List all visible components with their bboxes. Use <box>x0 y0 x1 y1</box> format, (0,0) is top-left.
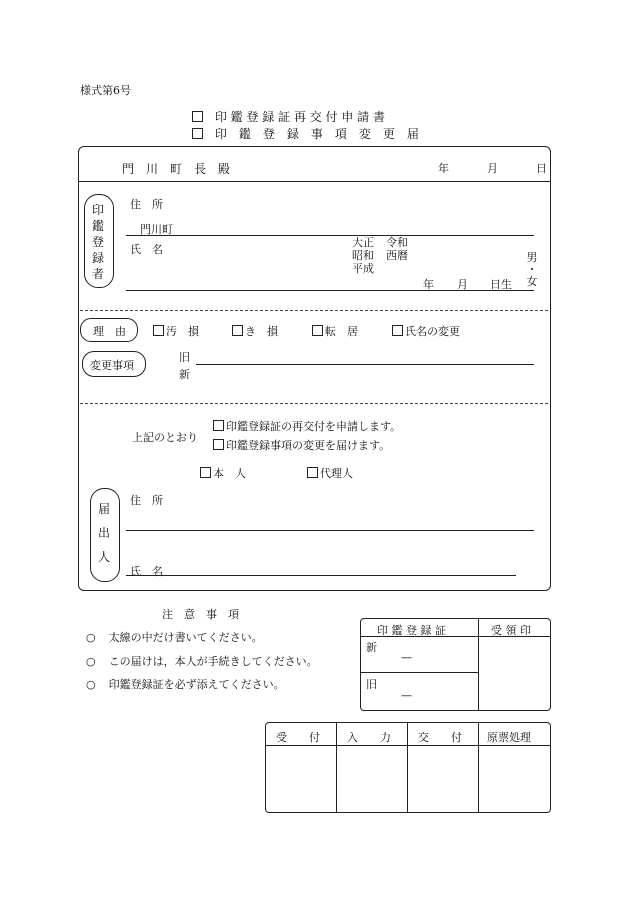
change-new-label: 新 <box>179 368 190 381</box>
era-taisho: 大正 <box>352 236 374 249</box>
registrant-address-label: 住 所 <box>130 198 163 211</box>
checkbox-agent[interactable] <box>307 467 318 478</box>
reason-soiled-label: 汚 損 <box>166 325 199 338</box>
title-reissue: 印 鑑 登 録 証 再 交 付 申 請 書 <box>214 110 385 124</box>
applicant-agent-label: 代理人 <box>320 467 353 480</box>
applicant-agent[interactable] <box>307 465 353 481</box>
applicant-self[interactable] <box>200 465 246 481</box>
date-day-label: 日 <box>536 162 547 175</box>
note-item-3 <box>86 676 285 692</box>
sex-selector[interactable] <box>526 252 538 288</box>
card-new-label: 新 <box>366 641 377 654</box>
registrant-address-value: 門川町 <box>140 223 173 236</box>
card-header: 印 鑑 登 録 証 <box>377 624 446 637</box>
note-item-2 <box>86 653 318 669</box>
declaration-reissue[interactable] <box>213 418 401 434</box>
reason-moved-label: 転 居 <box>325 325 358 338</box>
registrant-label: 印鑑登録者 <box>91 203 104 281</box>
office-col-divider-1 <box>336 723 337 812</box>
title-line-1 <box>192 108 385 125</box>
note-text-3: 印鑑登録証を必ず添えてください。 <box>108 678 285 691</box>
title-line-2 <box>192 125 419 142</box>
note-text-1: 太線の中だけ書いてください。 <box>108 631 263 644</box>
office-header-ledger: 原票処理 <box>487 731 531 744</box>
reason-label: 理 由 <box>93 325 126 338</box>
card-box-mid-line <box>361 672 479 673</box>
era-col-1 <box>352 236 374 275</box>
sex-female[interactable]: 女 <box>526 275 538 288</box>
reason-name-change[interactable] <box>392 323 460 339</box>
reason-moved[interactable] <box>312 323 358 339</box>
addressee: 門 川 町 長 殿 <box>122 162 231 176</box>
note-bullet-2: ○ <box>86 655 96 668</box>
checkbox-declare-reissue[interactable] <box>213 420 224 431</box>
era-heisei: 平成 <box>352 262 374 275</box>
reason-name-change-label: 氏名の変更 <box>405 325 460 338</box>
declaration-reissue-label: 印鑑登録証の再交付を申請します。 <box>226 420 402 433</box>
checkbox-declare-change[interactable] <box>213 439 224 450</box>
change-line[interactable] <box>196 364 534 365</box>
change-label: 変更事項 <box>90 359 134 372</box>
office-header-reception: 受 付 <box>276 731 320 744</box>
reason-damaged[interactable] <box>232 323 278 339</box>
checkbox-self[interactable] <box>200 467 211 478</box>
note-bullet-3: ○ <box>86 678 96 691</box>
era-reiwa: 令和 <box>386 236 408 249</box>
applicant-address-line[interactable] <box>126 530 534 531</box>
declaration-prefix: 上記のとおり <box>132 431 198 444</box>
sex-dot: ・ <box>526 263 538 276</box>
registrant-name-line[interactable] <box>126 290 534 291</box>
card-new-dash: — <box>401 651 412 664</box>
sex-male[interactable]: 男 <box>526 251 538 264</box>
checkbox-name-change[interactable] <box>392 325 403 336</box>
birth-day-label: 日生 <box>490 278 512 291</box>
receipt-header: 受 領 印 <box>491 624 531 637</box>
date-year-label: 年 <box>438 162 449 175</box>
form-number: 様式第6号 <box>80 84 131 97</box>
note-bullet-1: ○ <box>86 631 96 644</box>
registrant-address-line[interactable] <box>126 235 534 236</box>
office-header-input: 入 力 <box>347 731 391 744</box>
era-seireki: 西暦 <box>386 249 408 262</box>
checkbox-damaged[interactable] <box>232 325 243 336</box>
title-change: 印 鑑 登 録 事 項 変 更 届 <box>214 127 419 141</box>
checkbox-soiled[interactable] <box>153 325 164 336</box>
birth-month-label: 月 <box>457 278 468 291</box>
applicant-name-label: 氏 名 <box>130 565 163 578</box>
birth-year-label: 年 <box>423 278 434 291</box>
card-box-vdivider <box>478 619 479 710</box>
card-old-dash: — <box>401 689 412 702</box>
dashed-divider-2 <box>80 403 548 404</box>
reason-damaged-label: き 損 <box>245 325 278 338</box>
declaration-change[interactable] <box>213 437 390 453</box>
applicant-self-label: 本 人 <box>213 467 246 480</box>
checkbox-reissue[interactable] <box>192 111 203 122</box>
reason-soiled[interactable] <box>153 323 199 339</box>
office-col-divider-3 <box>478 723 479 812</box>
checkbox-change[interactable] <box>192 128 203 139</box>
applicant-name-line[interactable] <box>126 575 516 576</box>
main-form-box <box>78 146 551 591</box>
office-box-header-line <box>266 745 550 746</box>
card-old-label: 旧 <box>366 678 377 691</box>
notes-heading: 注 意 事 項 <box>162 608 239 621</box>
change-old-label: 旧 <box>179 351 190 364</box>
divider-top <box>79 181 550 182</box>
note-text-2: この届けは，本人が手続きしてください。 <box>108 655 318 668</box>
era-showa: 昭和 <box>352 249 374 262</box>
registrant-name-label: 氏 名 <box>130 243 163 256</box>
era-col-2 <box>386 236 408 262</box>
office-col-divider-2 <box>407 723 408 812</box>
checkbox-moved[interactable] <box>312 325 323 336</box>
declaration-change-label: 印鑑登録事項の変更を届けます。 <box>226 439 391 452</box>
dashed-divider-1 <box>80 310 548 311</box>
note-item-1 <box>86 629 263 645</box>
applicant-address-label: 住 所 <box>130 494 163 507</box>
applicant-label: 届出人 <box>97 502 110 564</box>
date-month-label: 月 <box>487 162 498 175</box>
office-header-issue: 交 付 <box>418 731 462 744</box>
